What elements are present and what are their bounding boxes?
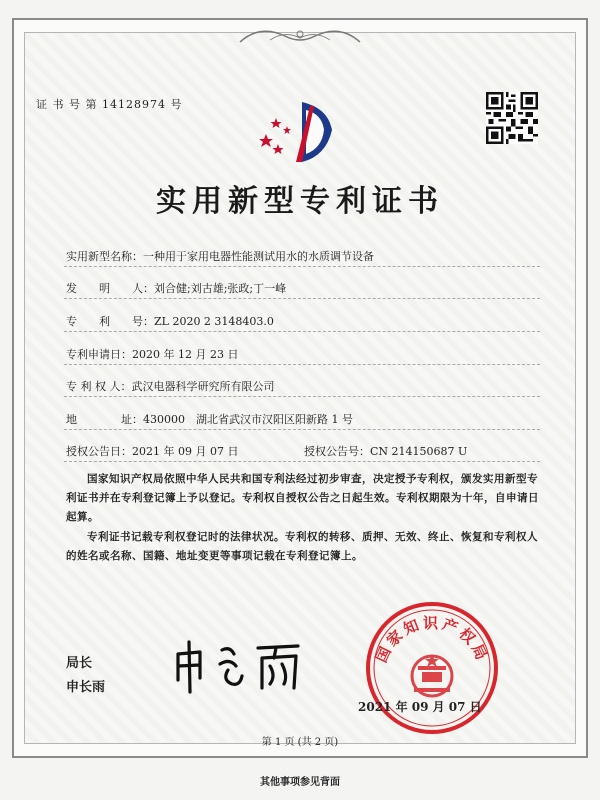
cnipa-logo-icon bbox=[256, 96, 344, 168]
field-patent-number bbox=[66, 313, 274, 329]
field-label: 授权公告日： bbox=[66, 445, 132, 458]
field-value: 武汉电器科学研究所有限公司 bbox=[131, 380, 275, 393]
top-ornament bbox=[230, 22, 370, 48]
field-value: 2021 年 09 月 07 日 bbox=[132, 445, 239, 458]
field-value: 一种用于家用电器性能测试用水的水质调节设备 bbox=[143, 250, 374, 263]
body-paragraph-2: 专利证书记载专利权登记时的法律状况。专利权的转移、质押、无效、终止、恢复和专利权人的姓名或名称、国籍、地址变更等事项记载在专利登记簿上。 bbox=[66, 531, 538, 562]
certificate-title: 实用新型专利证书 bbox=[156, 184, 444, 219]
field-announcement-number bbox=[304, 443, 467, 459]
field-value: CN 214150687 U bbox=[370, 445, 468, 458]
back-note: 其他事项参见背面 bbox=[260, 777, 340, 788]
field-label: 实用新型名称： bbox=[66, 250, 143, 263]
field-label: 专利申请日： bbox=[66, 348, 132, 361]
signatory-title: 局长 bbox=[66, 656, 93, 671]
field-value: 刘合健;刘古雄;张政;丁一峰 bbox=[154, 282, 287, 295]
seal-text: 国家知识产权局 bbox=[372, 614, 492, 666]
divider bbox=[64, 266, 540, 267]
field-label: 授权公告号： bbox=[304, 445, 370, 458]
body-paragraph-1: 国家知识产权局依照中华人民共和国专利法经过初步审查，决定授予专利权，颁发实用新型专利证书并在专利登记簿上予以登记。专利权自授权公告之日起生效。专利权期限为十年，自申请日起算。 bbox=[66, 473, 539, 523]
field-filing-date bbox=[66, 346, 238, 362]
divider bbox=[64, 298, 540, 299]
field-value: 2020 年 12 月 23 日 bbox=[132, 348, 239, 361]
field-value: 430000 湖北省武汉市汉阳区阳新路 1 号 bbox=[143, 413, 353, 426]
signatory-name: 申长雨 bbox=[66, 680, 106, 695]
field-patent-holder bbox=[66, 378, 275, 394]
handwritten-signature bbox=[170, 636, 310, 696]
field-inventor bbox=[66, 280, 286, 296]
field-utility-model-name bbox=[66, 248, 374, 264]
qr-code bbox=[486, 92, 538, 144]
field-address bbox=[66, 411, 353, 427]
field-label: 专 利 权 人： bbox=[66, 380, 132, 393]
divider bbox=[64, 396, 540, 397]
field-announcement-date bbox=[66, 443, 238, 459]
seal-date: 2021 年 09 月 07 日 bbox=[358, 700, 482, 714]
certificate-number: 证 书 号 第 14128974 号 bbox=[36, 98, 183, 111]
official-seal bbox=[362, 598, 502, 738]
divider bbox=[64, 364, 540, 365]
page-indicator: 第 1 页 (共 2 页) bbox=[261, 737, 339, 748]
divider bbox=[64, 429, 540, 430]
field-label: 专 利 号： bbox=[66, 315, 154, 328]
field-label: 发 明 人： bbox=[66, 282, 154, 295]
divider bbox=[64, 461, 540, 462]
field-value: ZL 2020 2 3148403.0 bbox=[154, 315, 274, 328]
divider bbox=[64, 331, 540, 332]
field-label: 地 址： bbox=[66, 413, 143, 426]
